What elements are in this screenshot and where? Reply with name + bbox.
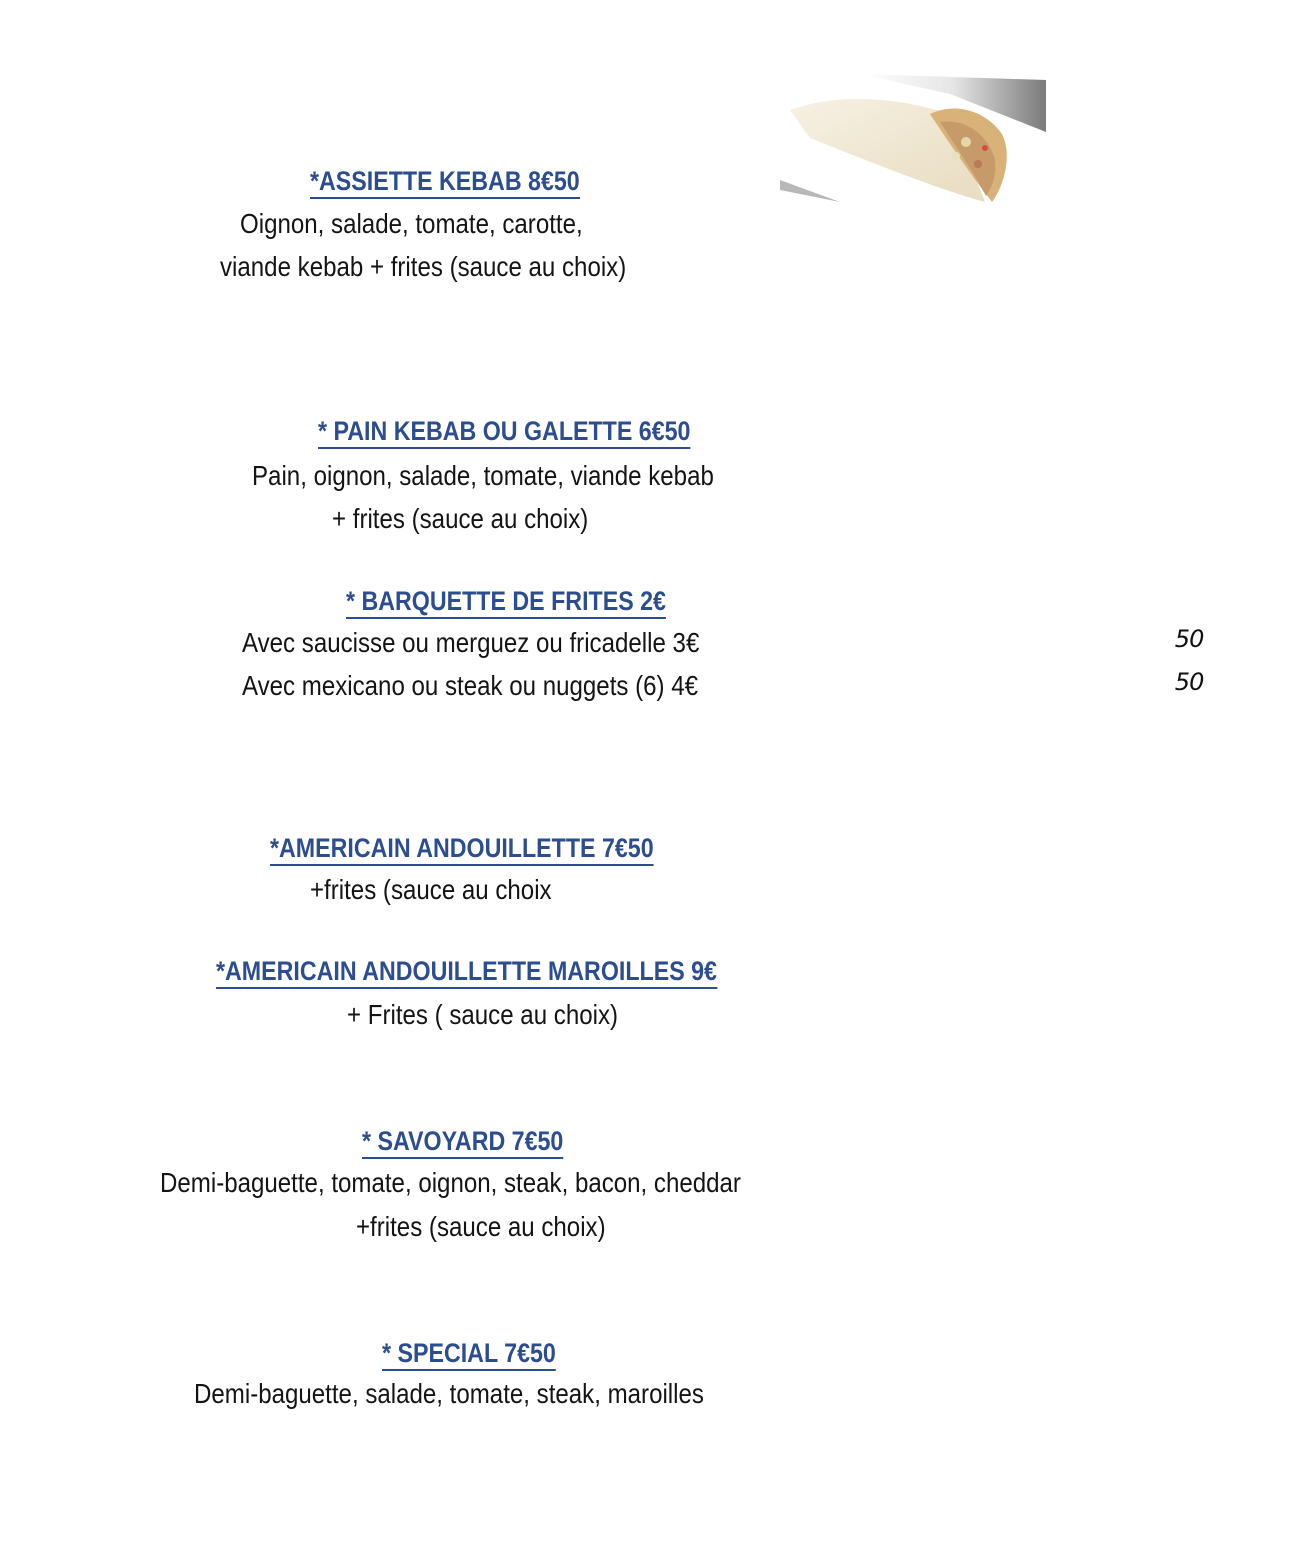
item-title-pain-kebab: * PAIN KEBAB OU GALETTE 6€50	[318, 418, 1247, 449]
handwritten-price-cents: 50	[1174, 668, 1204, 696]
item-description-line: Avec saucisse ou merguez ou fricadelle 3€	[242, 627, 700, 658]
item-description-line: Pain, oignon, salade, tomate, viande kebab	[252, 460, 714, 491]
item-title-barquette-frites: * BARQUETTE DE FRITES 2€	[346, 588, 1275, 619]
item-description-line: +frites (sauce au choix)	[356, 1211, 606, 1242]
item-description-line: +frites (sauce au choix	[310, 874, 552, 905]
kebab-wrap-photo	[780, 72, 1046, 222]
handwritten-price-cents: 50	[1174, 625, 1204, 653]
item-description-line: Demi-baguette, salade, tomate, steak, maroilles	[194, 1378, 704, 1409]
item-title-americain-andouillette: *AMERICAIN ANDOUILLETTE 7€50	[270, 835, 1199, 866]
item-description-line: + frites (sauce au choix)	[332, 503, 589, 534]
item-description-line: Demi-baguette, tomate, oignon, steak, bacon, cheddar	[160, 1167, 741, 1198]
item-title-special: * SPECIAL 7€50	[382, 1340, 1311, 1371]
item-description-line: Avec mexicano ou steak ou nuggets (6) 4€	[242, 670, 699, 701]
item-description-line: viande kebab + frites (sauce au choix)	[220, 251, 627, 282]
item-title-savoyard: * SAVOYARD 7€50	[362, 1128, 1291, 1159]
item-title-assiette-kebab: *ASSIETTE KEBAB 8€50	[310, 168, 1239, 199]
item-title-americain-andouillette-maroilles: *AMERICAIN ANDOUILLETTE MAROILLES 9€	[216, 958, 1145, 989]
item-description-line: + Frites ( sauce au choix)	[347, 999, 619, 1030]
item-description-line: Oignon, salade, tomate, carotte,	[240, 208, 583, 239]
